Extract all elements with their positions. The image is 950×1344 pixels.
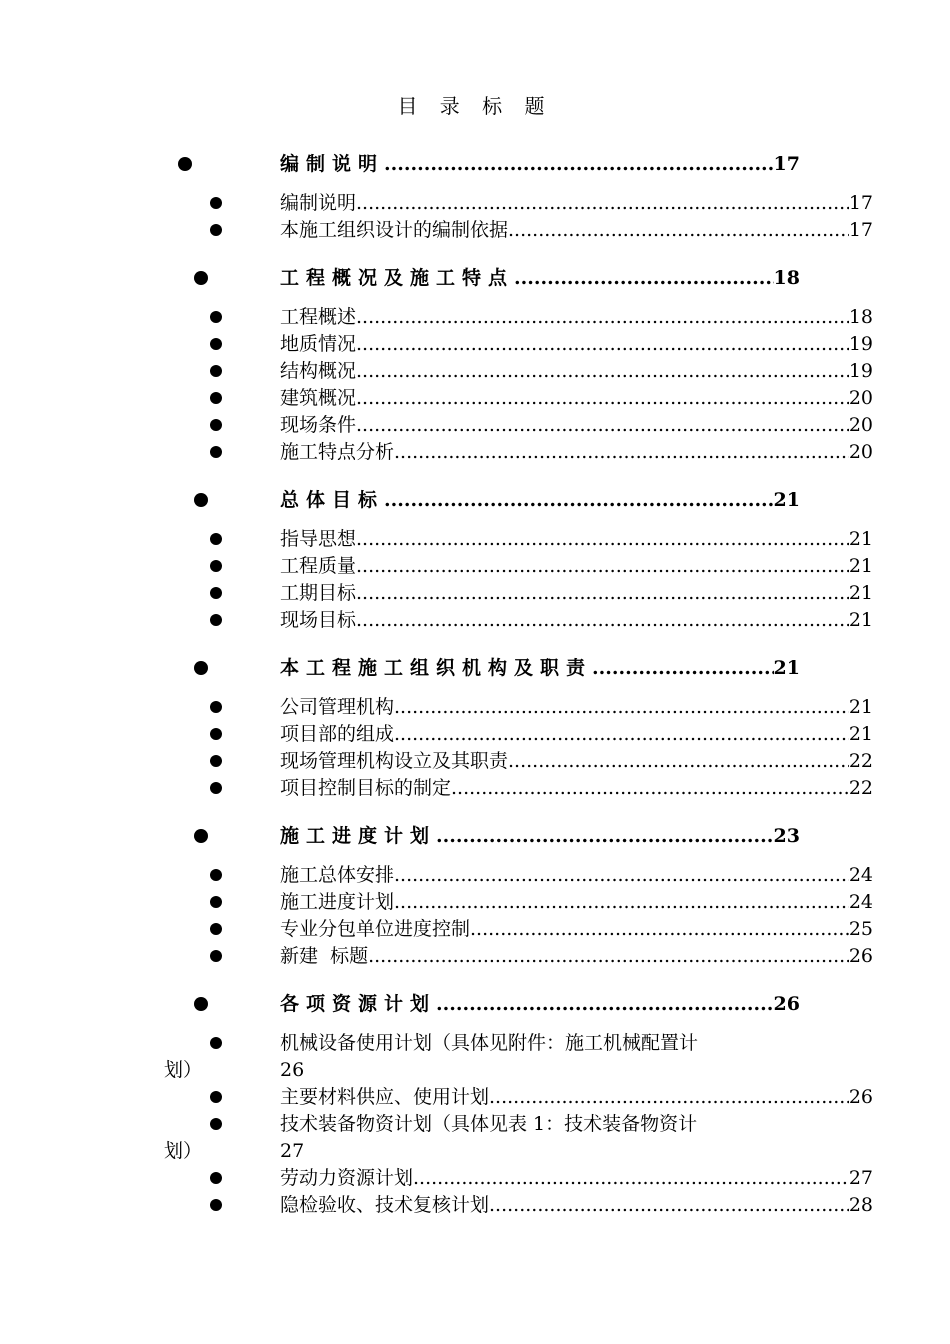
toc-entry[interactable]: [0, 889, 950, 916]
page-number: 19: [848, 360, 873, 382]
bullet-icon: [210, 311, 222, 323]
page-number: 24: [848, 864, 873, 886]
page-number: 17: [773, 153, 800, 175]
page-number: 27: [848, 1167, 873, 1189]
toc-entry[interactable]: [0, 412, 950, 439]
toc-entry-continuation[interactable]: [0, 1138, 950, 1165]
toc-entry[interactable]: [0, 358, 950, 385]
section-title: 总体目标: [280, 489, 385, 511]
entry-title: 项目部的组成: [280, 723, 395, 745]
bullet-icon: [210, 197, 222, 209]
section-title: 施工进度计划: [280, 825, 437, 847]
toc-entry[interactable]: [0, 580, 950, 607]
toc-entry[interactable]: [0, 1084, 950, 1111]
toc-entry[interactable]: [0, 385, 950, 412]
toc-section-heading[interactable]: [0, 655, 950, 682]
bullet-icon: [210, 1118, 222, 1130]
page-number: 22: [848, 777, 873, 799]
entry-title: 结构概况: [280, 360, 357, 382]
entry-title: 专业分包单位进度控制: [280, 918, 471, 940]
bullet-icon: [210, 896, 222, 908]
entry-title: 工程概述: [280, 306, 357, 328]
toc-section-heading[interactable]: [0, 991, 950, 1018]
entry-title: 施工进度计划: [280, 891, 395, 913]
toc-section-heading[interactable]: [0, 823, 950, 850]
bullet-icon: [210, 587, 222, 599]
bullet-icon: [210, 1172, 222, 1184]
page-number: 21: [848, 555, 873, 577]
bullet-icon: [194, 493, 208, 507]
entry-title: 编制说明: [280, 192, 357, 214]
toc-entry[interactable]: [0, 1030, 950, 1057]
page-number: 24: [848, 891, 873, 913]
page-number: 22: [848, 750, 873, 772]
page-number: 23: [773, 825, 800, 847]
page-number: 20: [848, 387, 873, 409]
dot-leader: [356, 304, 849, 331]
page-number: 20: [848, 441, 873, 463]
page-number: 17: [848, 219, 873, 241]
dot-leader: [356, 358, 849, 385]
bullet-icon: [194, 829, 208, 843]
page-number: 26: [848, 945, 873, 967]
bullet-icon: [178, 157, 192, 171]
dot-leader: [489, 1084, 849, 1111]
dot-leader: [394, 439, 849, 466]
entry-title: 工期目标: [280, 582, 357, 604]
dot-leader: [356, 580, 849, 607]
toc-entry[interactable]: [0, 526, 950, 553]
page-number: 26: [848, 1086, 873, 1108]
toc-entry[interactable]: [0, 694, 950, 721]
bullet-icon: [210, 1091, 222, 1103]
entry-title: 工程质量: [280, 555, 357, 577]
bullet-icon: [210, 614, 222, 626]
section-title: 工程概况及施工特点: [280, 267, 515, 289]
toc-entry[interactable]: [0, 553, 950, 580]
entry-title-continuation: 划）: [164, 1059, 203, 1081]
bullet-icon: [210, 533, 222, 545]
bullet-icon: [210, 1037, 222, 1049]
entry-title: 本施工组织设计的编制依据: [280, 219, 509, 241]
page-number: 21: [848, 582, 873, 604]
entry-title: 现场条件: [280, 414, 357, 436]
toc-entry[interactable]: [0, 304, 950, 331]
page-number: 21: [848, 696, 873, 718]
toc-entry[interactable]: [0, 1111, 950, 1138]
entry-title: 劳动力资源计划: [280, 1167, 414, 1189]
dot-leader: [394, 862, 849, 889]
dot-leader: [368, 943, 849, 970]
dot-leader: [470, 916, 849, 943]
page-number: 26: [280, 1059, 305, 1081]
bullet-icon: [210, 1199, 222, 1211]
dot-leader: [356, 412, 849, 439]
entry-title: 现场目标: [280, 609, 357, 631]
section-title: 各项资源计划: [280, 993, 437, 1015]
entry-title: 现场管理机构设立及其职责: [280, 750, 509, 772]
toc-title: 目 录 标 题: [397, 94, 553, 118]
bullet-icon: [194, 661, 208, 675]
section-title: 本工程施工组织机构及职责: [280, 657, 593, 679]
page-number: 25: [848, 918, 873, 940]
bullet-icon: [210, 950, 222, 962]
dot-leader: [356, 607, 849, 634]
dot-leader: [394, 721, 849, 748]
dot-leader: [436, 823, 774, 850]
entry-title: 新建 标题: [280, 945, 369, 967]
page-number: 28: [848, 1194, 873, 1216]
toc-entry[interactable]: [0, 748, 950, 775]
dot-leader: [514, 265, 774, 292]
toc-entry-continuation[interactable]: [0, 1057, 950, 1084]
bullet-icon: [210, 869, 222, 881]
dot-leader: [592, 655, 774, 682]
bullet-icon: [210, 419, 222, 431]
page-number: 20: [848, 414, 873, 436]
page-number: 18: [848, 306, 873, 328]
toc-entry[interactable]: [0, 607, 950, 634]
toc-entry[interactable]: [0, 1192, 950, 1219]
bullet-icon: [194, 271, 208, 285]
entry-title: 技术装备物资计划（具体见表 1：技术装备物资计: [280, 1113, 698, 1135]
page-number: 27: [280, 1140, 305, 1162]
dot-leader: [356, 331, 849, 358]
page-number: 21: [848, 609, 873, 631]
entry-title: 公司管理机构: [280, 696, 395, 718]
toc-entry[interactable]: [0, 1165, 950, 1192]
dot-leader: [508, 217, 849, 244]
dot-leader: [394, 889, 849, 916]
page-number: 21: [848, 723, 873, 745]
page-number: 21: [773, 489, 800, 511]
dot-leader: [394, 694, 849, 721]
entry-title: 机械设备使用计划（具体见附件：施工机械配置计: [280, 1032, 699, 1054]
toc-entry[interactable]: [0, 721, 950, 748]
bullet-icon: [210, 446, 222, 458]
entry-title: 施工特点分析: [280, 441, 395, 463]
bullet-icon: [210, 338, 222, 350]
dot-leader: [356, 190, 849, 217]
toc-entry[interactable]: [0, 916, 950, 943]
toc-entry[interactable]: [0, 217, 950, 244]
dot-leader: [356, 553, 849, 580]
toc-entry[interactable]: [0, 190, 950, 217]
toc-section-heading[interactable]: [0, 151, 950, 178]
toc-entry[interactable]: [0, 331, 950, 358]
page-number: 21: [773, 657, 800, 679]
entry-title: 项目控制目标的制定: [280, 777, 452, 799]
dot-leader: [451, 775, 849, 802]
dot-leader: [356, 385, 849, 412]
entry-title: 主要材料供应、使用计划: [280, 1086, 490, 1108]
bullet-icon: [210, 728, 222, 740]
entry-title: 建筑概况: [280, 387, 357, 409]
page-number: 21: [848, 528, 873, 550]
section-title: 编制说明: [280, 153, 385, 175]
bullet-icon: [210, 923, 222, 935]
page-number: 19: [848, 333, 873, 355]
dot-leader: [489, 1192, 849, 1219]
bullet-icon: [194, 997, 208, 1011]
toc-entry[interactable]: [0, 775, 950, 802]
bullet-icon: [210, 392, 222, 404]
entry-title: 地质情况: [280, 333, 357, 355]
entry-title: 施工总体安排: [280, 864, 395, 886]
toc-entry[interactable]: [0, 943, 950, 970]
bullet-icon: [210, 782, 222, 794]
dot-leader: [384, 151, 774, 178]
bullet-icon: [210, 755, 222, 767]
dot-leader: [508, 748, 849, 775]
toc-section-heading[interactable]: [0, 487, 950, 514]
page-number: 17: [848, 192, 873, 214]
dot-leader: [356, 526, 849, 553]
page-number: 26: [773, 993, 800, 1015]
dot-leader: [384, 487, 774, 514]
bullet-icon: [210, 224, 222, 236]
toc-entry[interactable]: [0, 439, 950, 466]
bullet-icon: [210, 365, 222, 377]
toc-entry[interactable]: [0, 862, 950, 889]
dot-leader: [436, 991, 774, 1018]
bullet-icon: [210, 560, 222, 572]
page-number: 18: [773, 267, 800, 289]
entry-title-continuation: 划）: [164, 1140, 203, 1162]
entry-title: 指导思想: [280, 528, 357, 550]
bullet-icon: [210, 701, 222, 713]
dot-leader: [413, 1165, 849, 1192]
entry-title: 隐检验收、技术复核计划: [280, 1194, 490, 1216]
toc-section-heading[interactable]: [0, 265, 950, 292]
